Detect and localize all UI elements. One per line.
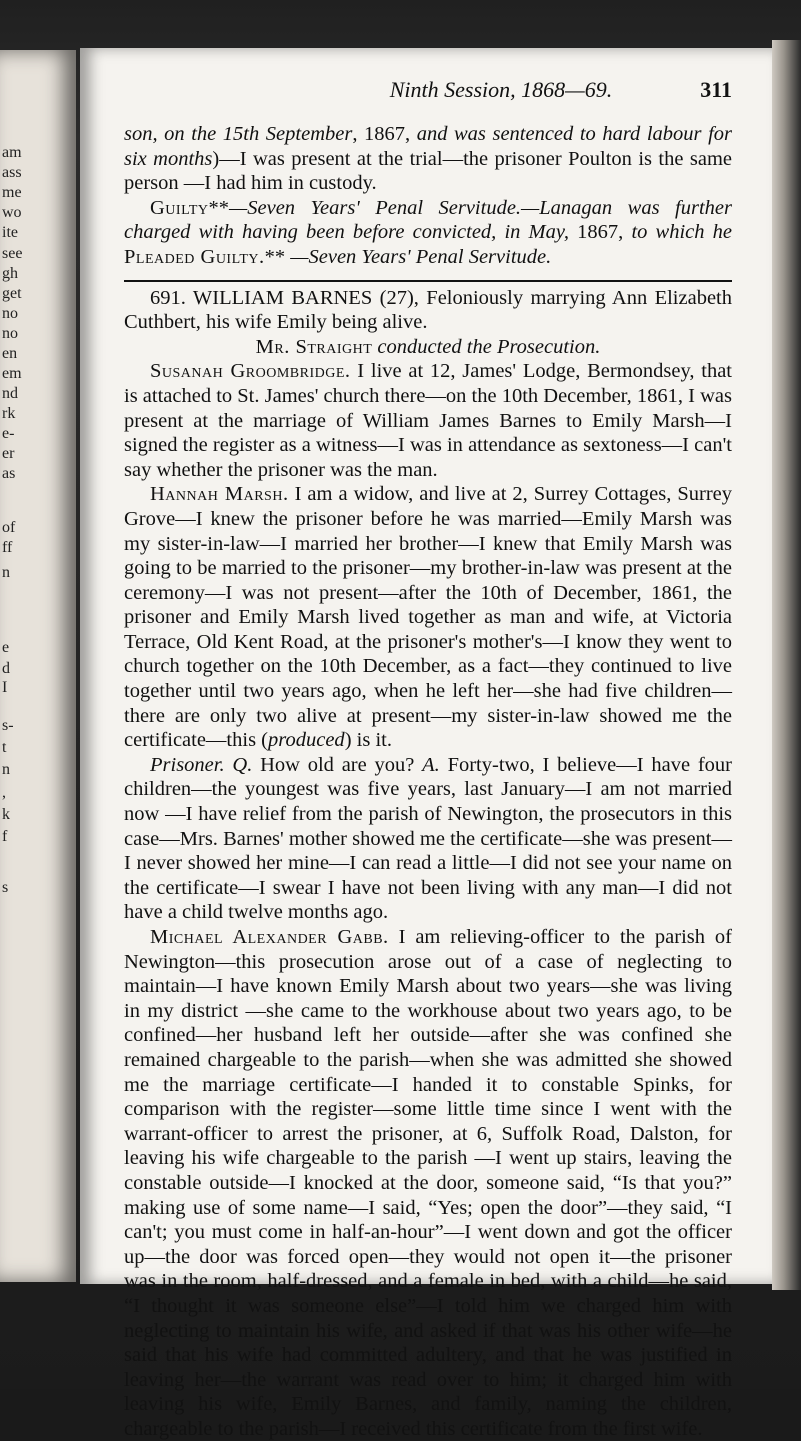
- left-page-fragment: t: [2, 739, 7, 756]
- verdict-year: 1867,: [568, 221, 624, 244]
- section-divider: [124, 280, 732, 282]
- speaker-name: Prisoner.: [150, 753, 225, 776]
- case-heading: [124, 286, 732, 335]
- running-header: [124, 78, 732, 110]
- case-charge: Feloniously marrying Ann Elizabeth Cuthbert, his wife Emily being alive.: [124, 286, 732, 334]
- prosecutor-name: Mr. Straight: [255, 335, 373, 358]
- left-page-fragment: ff: [2, 539, 13, 556]
- sentence-text: —Seven Years' Penal Servitude.: [290, 245, 552, 268]
- speaker-name: Susanah Groombridge.: [150, 360, 351, 383]
- left-page-fragment: me: [2, 184, 22, 201]
- left-page-fragment: ass: [2, 164, 22, 181]
- testimony-text-end: ) is it.: [344, 729, 392, 752]
- running-title: Ninth Session, 1868—69.: [389, 77, 613, 102]
- pleaded-marks: **: [264, 245, 286, 268]
- left-page-fragment: see: [2, 245, 23, 262]
- testimony-text: I live at 12, James' Lodge, Bermondsey, that is attached to St. James' church there—on the 10th December, 1861, I was present at the marriage of William James Barnes to Emily Marsh—I signed the register as a witness—I was in attendance as sextoness—I can't say whether the prisoner was the man.: [124, 360, 733, 481]
- left-page-fragment: nd: [2, 385, 18, 402]
- prev-testimony: )—I was present at the trial—the prisoner Poulton is the same person —I had him in custody.: [124, 147, 733, 195]
- document-page: [80, 48, 772, 1440]
- left-page-fragment: of: [2, 519, 16, 536]
- left-page-fragment: en: [2, 345, 18, 362]
- left-page-fragment: e: [2, 639, 10, 656]
- produced-note: produced: [268, 729, 345, 752]
- question-label: Q.: [224, 753, 253, 776]
- verdict-text: —Seven Years' Penal Servitude.—Lanagan was further charged with having been before convicted, in May,: [124, 196, 732, 244]
- testimony-gabb: [124, 925, 732, 1441]
- left-page-fragment: wo: [2, 204, 22, 221]
- left-page-edge: [0, 50, 76, 1282]
- left-page-fragment: e-: [2, 425, 15, 442]
- testimony-text: I am relieving-officer to the parish of Newington—this prosecution arose out of a case of neglecting to maintain—I have known Emily Marsh about two years—she was living in my district —she came to the workhouse about two years ago, to be confined—her husband left her outside—after she was confined she remained chargeable to the parish—when she was admitted she showed me the marriage certificate—I handed it to constable Spinks, for comparison with the register—some little time since I went with the warrant-officer to arrest the prisoner, at 6, Suffolk Road, Dalston, for leaving his wife chargeable to the parish —I went up stairs, leaving the constable outside—I knocked at the door, someone said, “Is that you?” making use of some name—I said, “Yes; open the door”—they said, “I can't; you must come in half-an-hour”—I went down and got the officer up—the door was forced open—they would not open it—the prisoner was in the room, half-dressed, and a female in bed, with a child—he said, “I thought it was someone else”—I told him we charged him with neglecting to maintain his wife, and asked if that was his other wife—he said that his wife had committed adultery, and that he was justified in leaving her—the warrant was read over to him; it charged him with leaving his wife, Emily Barnes, and family, naming the children, chargeable to the parish—I received this certificate from the first wife.: [124, 926, 732, 1440]
- verdict-text-2: to which he: [623, 221, 733, 244]
- testimony-prisoner-question: [124, 753, 732, 925]
- left-page-fragment: em: [2, 365, 22, 382]
- left-page-fragment: gh: [2, 265, 18, 282]
- prosecution-text: conducted the Prosecution.: [372, 335, 601, 358]
- right-page-edge: [772, 40, 801, 1290]
- previous-verdict: [124, 196, 732, 270]
- left-page-fragment: am: [2, 144, 22, 161]
- left-page-fragment: rk: [2, 405, 16, 422]
- left-page-fragment: I: [2, 679, 8, 696]
- question-text: How old are you?: [252, 753, 423, 776]
- left-page-fragment: er: [2, 445, 15, 462]
- left-page-fragment: as: [2, 465, 16, 482]
- left-page-fragment: d: [2, 660, 10, 677]
- page-number: 311: [700, 77, 732, 102]
- testimony-groombridge: [124, 359, 732, 482]
- left-page-fragment: no: [2, 305, 18, 322]
- left-page-fragment: no: [2, 325, 18, 342]
- left-page-fragment: ite: [2, 224, 18, 241]
- left-page-fragment: s: [2, 879, 9, 896]
- speaker-name: Hannah Marsh.: [150, 483, 289, 506]
- answer-label: A.: [422, 753, 440, 776]
- page-content: [124, 78, 732, 1441]
- case-number-name: 691. WILLIAM BARNES (27),: [150, 286, 419, 309]
- pleaded-guilty: Pleaded Guilty.: [124, 245, 265, 268]
- left-page-fragment: f: [2, 828, 8, 845]
- left-page-fragment: n: [2, 564, 10, 581]
- left-page-fragment: get: [2, 285, 22, 302]
- left-page-fragment: k: [2, 806, 10, 823]
- left-page-fragment: ,: [2, 784, 6, 801]
- prev-sentence-italic: and was sentenced to hard labour for six months: [124, 123, 733, 170]
- testimony-marsh: [124, 482, 732, 753]
- speaker-name: Michael Alexander Gabb.: [150, 926, 389, 948]
- prev-year: , 1867,: [352, 123, 411, 145]
- left-page-fragment: n: [2, 761, 10, 778]
- prev-date-italic: son, on the 15th September: [124, 123, 353, 145]
- verdict-marks: **: [208, 196, 230, 219]
- verdict-guilty: Guilty: [150, 196, 209, 219]
- prosecution-line: [124, 335, 732, 360]
- testimony-text: I am a widow, and live at 2, Surrey Cottages, Surrey Grove—I knew the prisoner before he was married—Emily Marsh was my sister-in-law—I married her brother—I knew that Emily Marsh was going to be married to the prisoner—my brother-in-law was present at the ceremony—I was not present—after the 10th of December, 1861, the prisoner and Emily Marsh lived together as man and wife, at Victoria Terrace, Old Kent Road, at the prisoner's mother's—I know they went to church together on the 10th December, as a fact—they continued to live together until two years ago, when he left her—she had five children—there are only two alive at present—my sister-in-law showed me the certificate—this (: [124, 483, 732, 752]
- previous-case-text: [124, 122, 732, 196]
- answer-text: Forty-two, I believe—I have four children—the youngest was five years, last January—I am not married now —I have relief from the parish of Newington, the prosecutors in this case—Mrs. Barnes' mother showed me the certificate—she was present—I never showed her mine—I can read a little—I did not see your name on the certificate—I swear I have not been living with any man—I did not have a child twelve months ago.: [124, 753, 732, 924]
- left-page-fragment: s-: [2, 717, 14, 734]
